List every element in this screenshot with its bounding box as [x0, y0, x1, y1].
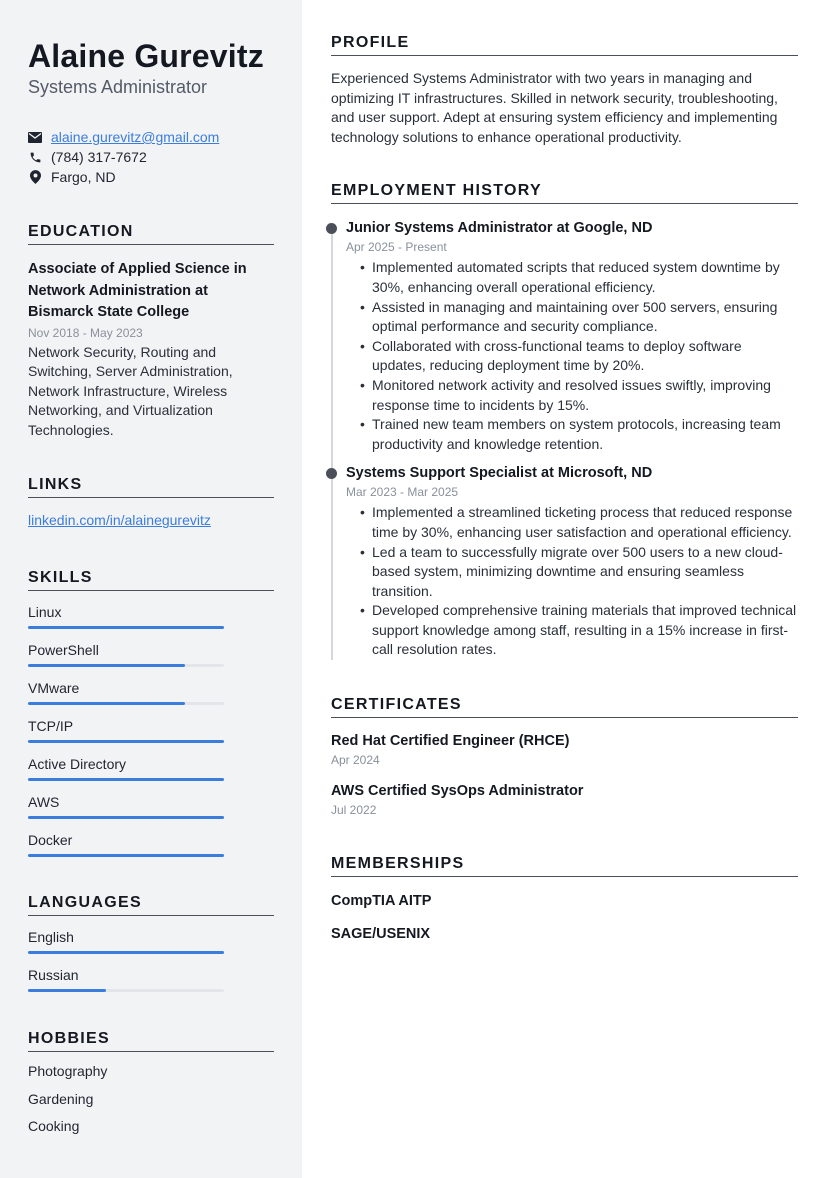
language-item — [28, 928, 274, 954]
job-entry — [346, 218, 798, 454]
profile-heading: PROFILE — [331, 34, 798, 56]
phone-icon — [28, 150, 42, 164]
certificate-date: Apr 2024 — [331, 753, 380, 768]
skill-name: TCP/IP — [28, 718, 74, 735]
languages-heading: LANGUAGES — [28, 894, 274, 916]
skill-item — [28, 755, 274, 781]
candidate-title: Systems Administrator — [28, 77, 208, 97]
skill-level-bar — [28, 626, 224, 629]
links-heading: LINKS — [28, 476, 274, 498]
certificate-item — [331, 731, 798, 769]
skill-level-fill — [28, 626, 224, 629]
skill-level-bar — [28, 740, 224, 743]
skill-name: AWS — [28, 794, 60, 811]
sidebar — [0, 0, 302, 1178]
education-description: Network Security, Routing and Switching, Server Administration, Network Infrastructure, Wireless Networking, and Virtualization Technologies. — [28, 343, 233, 438]
job-title: Systems Support Specialist at Microsoft, ND — [346, 465, 653, 482]
linkedin-link[interactable]: linkedin.com/in/alainegurevitz — [28, 512, 211, 529]
contact-location-row — [28, 167, 274, 187]
employment-timeline — [331, 218, 798, 660]
language-level-bar — [28, 951, 224, 954]
links-section — [28, 476, 274, 528]
membership-item: CompTIA AITP — [331, 893, 432, 910]
skill-level-bar — [28, 664, 224, 667]
profile-text: Experienced Systems Administrator with two years in managing and optimizing IT infrastructures. Skilled in network security, troubleshooting, and user support. Adept at ensuring system efficiency and implementing technology solutions to enhance operational productivity. — [331, 70, 778, 145]
skill-name: Linux — [28, 604, 62, 621]
skill-level-bar — [28, 854, 224, 857]
skill-level-bar — [28, 778, 224, 781]
language-level-fill — [28, 989, 106, 992]
skills-heading: SKILLS — [28, 569, 274, 591]
education-section — [28, 223, 274, 440]
profile-section — [331, 34, 798, 147]
hobbies-heading: HOBBIES — [28, 1030, 274, 1052]
certificate-name: AWS Certified SysOps Administrator — [331, 783, 584, 800]
skill-item — [28, 717, 274, 743]
timeline-dot — [326, 468, 337, 479]
employment-heading: EMPLOYMENT HISTORY — [331, 182, 798, 204]
memberships-heading: MEMBERSHIPS — [331, 855, 798, 877]
skill-item — [28, 679, 274, 705]
hobbies-section — [28, 1030, 274, 1135]
skill-level-fill — [28, 816, 224, 819]
certificates-section — [331, 696, 798, 819]
contact-list — [28, 127, 274, 187]
language-level-fill — [28, 951, 224, 954]
job-dates: Mar 2023 - Mar 2025 — [346, 485, 459, 500]
job-bullet: • Collaborated with cross-functional teams to deploy software updates, reducing deployment time by 20%. — [346, 337, 798, 376]
skill-level-fill — [28, 702, 185, 705]
job-bullet: • Assisted in managing and maintaining over 500 servers, ensuring optimal performance and security compliance. — [346, 298, 798, 337]
skill-level-bar — [28, 816, 224, 819]
skill-item — [28, 641, 274, 667]
language-name: English — [28, 929, 74, 946]
job-bullet: • Monitored network activity and resolved issues swiftly, improving response time to incidents by 15%. — [346, 376, 798, 415]
certificates-heading: CERTIFICATES — [331, 696, 798, 718]
job-bullet: • Implemented a streamlined ticketing process that reduced response time by 30%, enhancing user satisfaction and operational efficiency. — [346, 503, 798, 542]
certificate-name: Red Hat Certified Engineer (RHCE) — [331, 733, 570, 750]
skill-name: Docker — [28, 832, 73, 849]
skill-name: Active Directory — [28, 756, 127, 773]
candidate-name: Alaine Gurevitz — [28, 38, 264, 74]
contact-phone-row — [28, 147, 274, 167]
timeline-dot — [326, 223, 337, 234]
phone-number: (784) 317-7672 — [51, 149, 147, 165]
skill-level-fill — [28, 778, 224, 781]
skill-name: VMware — [28, 680, 80, 697]
main-content — [302, 0, 833, 1178]
skill-level-fill — [28, 740, 224, 743]
location-text: Fargo, ND — [51, 169, 116, 185]
location-pin-icon — [28, 170, 42, 184]
skill-name: PowerShell — [28, 642, 99, 659]
skill-level-fill — [28, 854, 224, 857]
language-name: Russian — [28, 967, 79, 984]
skill-level-fill — [28, 664, 185, 667]
timeline-line — [331, 226, 333, 660]
employment-section — [331, 182, 798, 660]
hobby-item: Photography — [28, 1063, 108, 1080]
job-bullet: • Developed comprehensive training materials that improved technical support knowledge among staff, resulting in a 15% increase in first-call resolution rates. — [346, 601, 798, 660]
skill-level-bar — [28, 702, 224, 705]
language-item — [28, 966, 274, 992]
job-title: Junior Systems Administrator at Google, ND — [346, 220, 653, 237]
skill-item — [28, 793, 274, 819]
job-bullets — [346, 503, 798, 660]
certificate-date: Jul 2022 — [331, 803, 377, 818]
job-dates: Apr 2025 - Present — [346, 240, 447, 255]
skill-item — [28, 831, 274, 857]
job-bullet: • Led a team to successfully migrate over 500 users to a new cloud-based system, minimizing downtime and ensuring seamless transition. — [346, 543, 798, 602]
certificate-item — [331, 781, 798, 819]
language-level-bar — [28, 989, 224, 992]
job-entry — [346, 463, 798, 660]
memberships-section — [331, 855, 798, 944]
education-dates: Nov 2018 - May 2023 — [28, 325, 143, 340]
envelope-icon — [28, 130, 42, 144]
skills-section — [28, 569, 274, 857]
education-degree: Associate of Applied Science in Network Administration at Bismarck State College — [28, 261, 247, 320]
education-heading: EDUCATION — [28, 223, 274, 245]
job-bullet: • Trained new team members on system protocols, increasing team productivity and knowledge retention. — [346, 415, 798, 454]
languages-section — [28, 894, 274, 992]
hobby-item: Gardening — [28, 1090, 94, 1107]
membership-item: SAGE/USENIX — [331, 926, 431, 943]
skill-item — [28, 603, 274, 629]
email-link[interactable]: alaine.gurevitz@gmail.com — [51, 129, 220, 145]
job-bullets — [346, 258, 798, 454]
job-bullet: • Implemented automated scripts that reduced system downtime by 30%, enhancing overall operational efficiency. — [346, 258, 798, 297]
hobby-item: Cooking — [28, 1118, 80, 1135]
contact-email-row — [28, 127, 274, 147]
